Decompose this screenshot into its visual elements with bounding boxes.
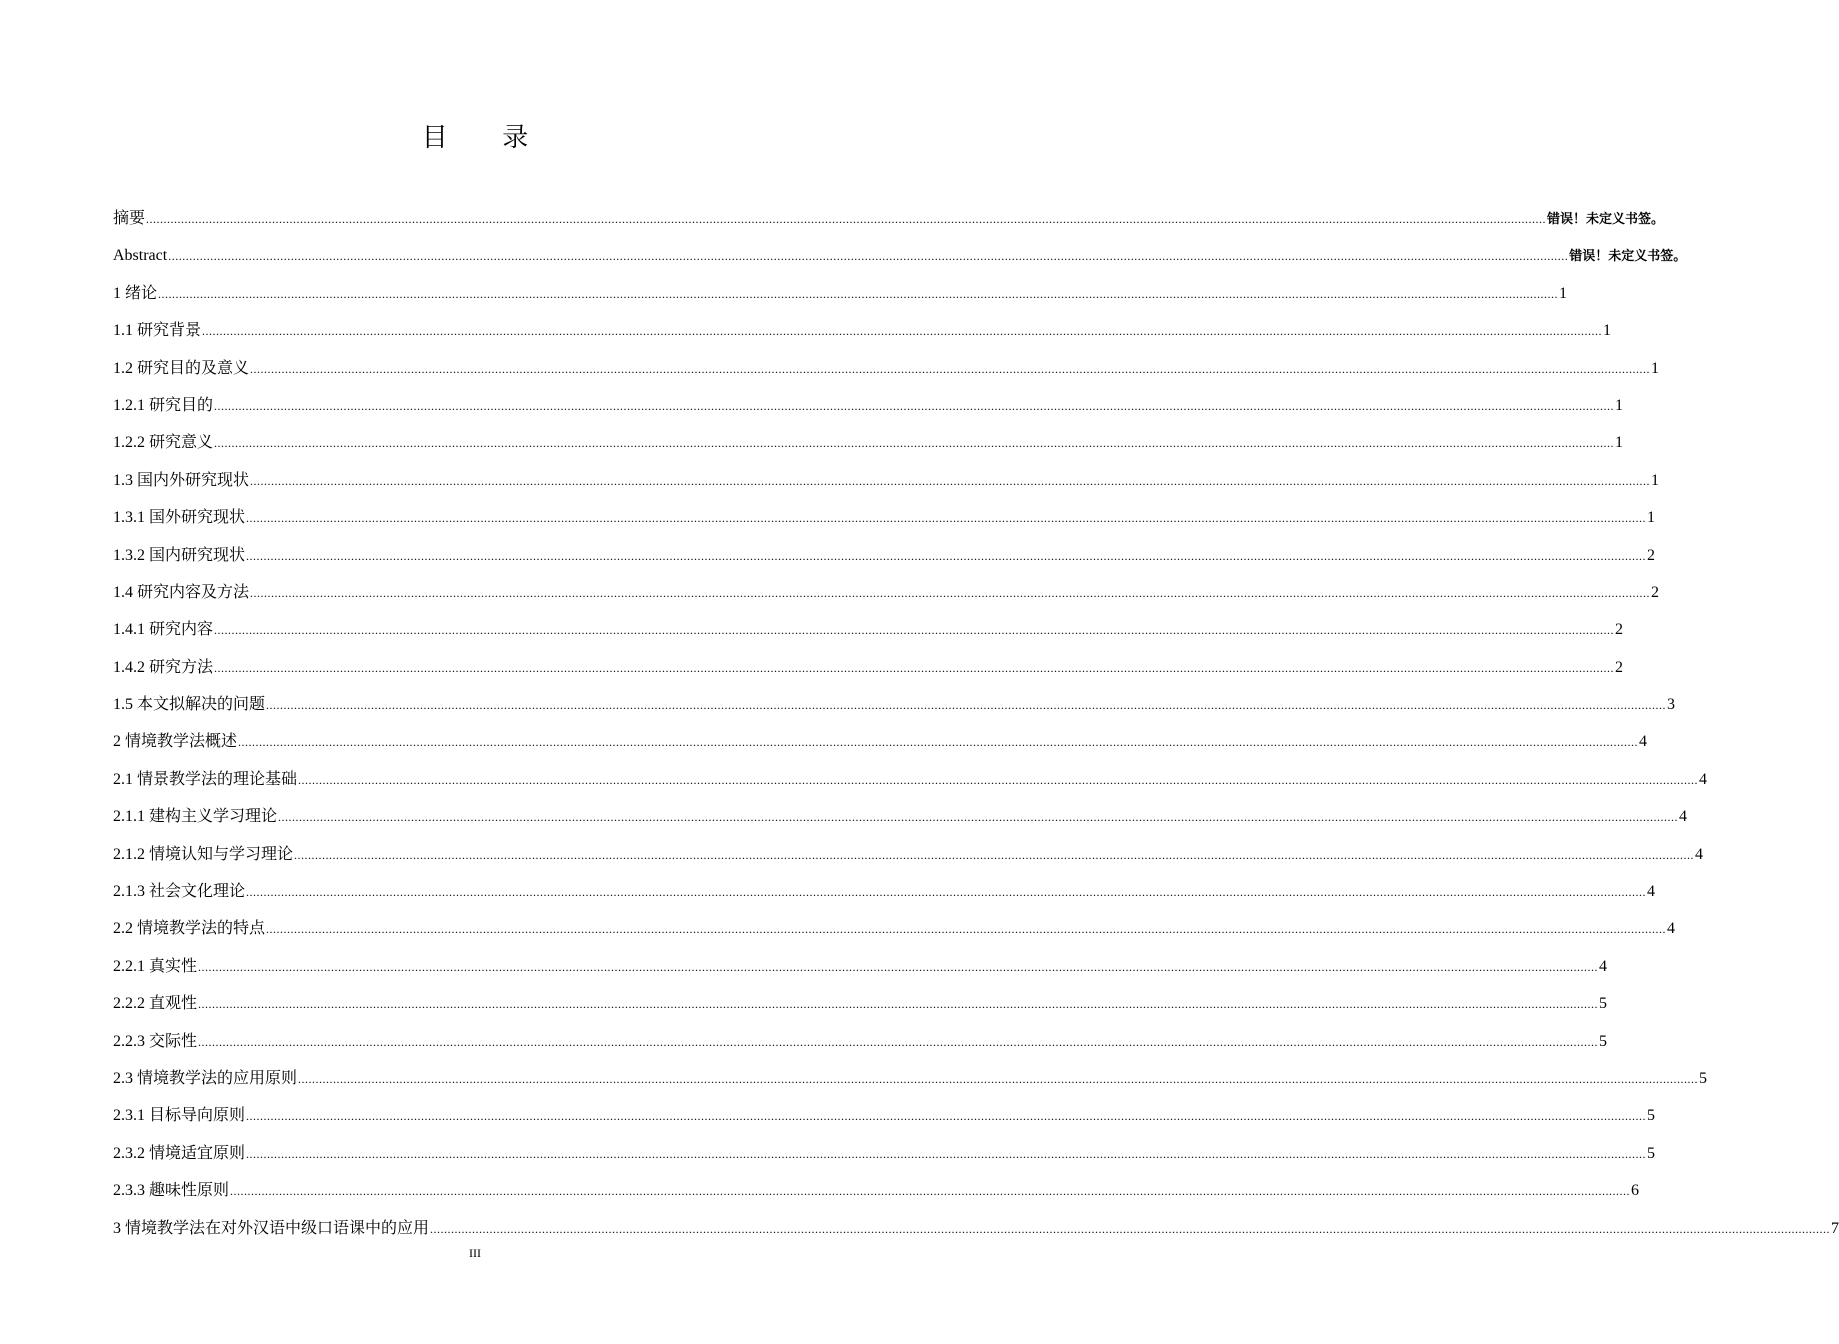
toc-entry-label: 2.2 情境教学法的特点 — [113, 920, 266, 938]
toc-entry[interactable] — [113, 574, 1660, 611]
toc-entry-label: 2.1.3 社会文化理论 — [113, 883, 246, 901]
toc-entry[interactable] — [113, 350, 1660, 387]
toc-entry[interactable] — [113, 387, 1624, 424]
toc-dot-leader: ................................................................................................................................................................................................................................................................................................................................................................................................................ — [430, 1221, 1831, 1236]
toc-entry[interactable] — [113, 1135, 1656, 1172]
toc-dot-leader: ................................................................................................................................................................................................................................................................................................................................................................................................................ — [246, 548, 1647, 563]
toc-entry[interactable] — [113, 1172, 1640, 1209]
toc-dot-leader: ................................................................................................................................................................................................................................................................................................................................................................................................................ — [214, 623, 1615, 638]
toc-entry-page-number: 5 — [1599, 995, 1608, 1013]
toc-entry-page-number: 7 — [1831, 1219, 1839, 1237]
toc-entry-label: 2.3.2 情境适宜原则 — [113, 1144, 246, 1162]
toc-entry[interactable] — [113, 798, 1688, 835]
toc-dot-leader: ................................................................................................................................................................................................................................................................................................................................................................................................................ — [214, 436, 1615, 451]
toc-entry-page-number: 4 — [1639, 733, 1648, 751]
toc-entry[interactable] — [113, 948, 1608, 985]
toc-entry-label: 2.1 情景教学法的理论基础 — [113, 770, 298, 788]
toc-entry-page-number: 5 — [1699, 1069, 1708, 1087]
toc-entry-label: 2.2.2 直观性 — [113, 995, 198, 1013]
toc-entry-page-number: 4 — [1695, 845, 1704, 863]
toc-dot-leader: ................................................................................................................................................................................................................................................................................................................................................................................................................ — [214, 398, 1615, 413]
toc-dot-leader: ................................................................................................................................................................................................................................................................................................................................................................................................................ — [246, 1146, 1647, 1161]
toc-dot-leader: ................................................................................................................................................................................................................................................................................................................................................................................................................ — [250, 361, 1651, 376]
toc-entry-page-number: 4 — [1647, 883, 1656, 901]
toc-dot-leader: ................................................................................................................................................................................................................................................................................................................................................................................................................ — [246, 1109, 1647, 1124]
toc-entry[interactable] — [113, 1097, 1656, 1134]
toc-entry-label: 1.4 研究内容及方法 — [113, 583, 250, 601]
toc-entry[interactable] — [113, 462, 1660, 499]
toc-entry-page-number: 2 — [1647, 546, 1656, 564]
toc-dot-leader: ................................................................................................................................................................................................................................................................................................................................................................................................................ — [250, 585, 1651, 600]
toc-entry-page-number: 4 — [1599, 957, 1608, 975]
toc-entry-label: 1.2 研究目的及意义 — [113, 359, 250, 377]
toc-dot-leader: ................................................................................................................................................................................................................................................................................................................................................................................................................ — [230, 1184, 1631, 1199]
toc-dot-leader: ................................................................................................................................................................................................................................................................................................................................................................................................................ — [278, 810, 1679, 825]
toc-entry[interactable] — [113, 910, 1676, 947]
table-of-contents — [113, 200, 1839, 1247]
toc-dot-leader: ................................................................................................................................................................................................................................................................................................................................................................................................................ — [266, 922, 1667, 937]
toc-entry-label: 1.4.2 研究方法 — [113, 658, 214, 676]
toc-entry-page-number: 错误！未定义书签。 — [1547, 212, 1665, 227]
toc-entry[interactable] — [113, 1210, 1839, 1247]
toc-entry-page-number: 4 — [1667, 920, 1676, 938]
toc-dot-leader: ................................................................................................................................................................................................................................................................................................................................................................................................................ — [298, 1071, 1699, 1086]
toc-dot-leader: ................................................................................................................................................................................................................................................................................................................................................................................................................ — [198, 959, 1599, 974]
toc-entry-page-number: 1 — [1603, 322, 1612, 340]
toc-dot-leader: ................................................................................................................................................................................................................................................................................................................................................................................................................ — [146, 212, 1547, 226]
toc-entry-page-number: 2 — [1615, 658, 1624, 676]
toc-entry-label: 2.2.1 真实性 — [113, 957, 198, 975]
toc-entry-page-number: 1 — [1651, 471, 1660, 489]
toc-dot-leader: ................................................................................................................................................................................................................................................................................................................................................................................................................ — [214, 660, 1615, 675]
toc-entry-label: 1.4.1 研究内容 — [113, 621, 214, 639]
toc-dot-leader: ................................................................................................................................................................................................................................................................................................................................................................................................................ — [246, 511, 1647, 526]
toc-dot-leader: ................................................................................................................................................................................................................................................................................................................................................................................................................ — [246, 885, 1647, 900]
toc-entry[interactable] — [113, 873, 1656, 910]
toc-entry-label: 摘要 — [113, 210, 146, 227]
toc-entry-label: 1.3.1 国外研究现状 — [113, 509, 246, 527]
toc-entry[interactable] — [113, 537, 1656, 574]
toc-entry-page-number: 5 — [1599, 1032, 1608, 1050]
toc-entry-page-number: 2 — [1615, 621, 1624, 639]
toc-entry[interactable] — [113, 312, 1612, 349]
toc-entry-label: 2.3.1 目标导向原则 — [113, 1107, 246, 1125]
toc-entry-label: 1.3 国内外研究现状 — [113, 471, 250, 489]
toc-entry[interactable] — [113, 611, 1624, 648]
toc-entry-label: 2.1.2 情境认知与学习理论 — [113, 845, 294, 863]
toc-entry-label: 2.1.1 建构主义学习理论 — [113, 808, 278, 826]
toc-entry-label: Abstract — [113, 247, 168, 265]
toc-entry[interactable] — [113, 1060, 1708, 1097]
toc-entry[interactable] — [113, 723, 1648, 760]
toc-entry-label: 1.1 研究背景 — [113, 322, 202, 340]
toc-entry-label: 2.3 情境教学法的应用原则 — [113, 1069, 298, 1087]
toc-entry-label: 2.3.3 趣味性原则 — [113, 1182, 230, 1200]
toc-entry-page-number: 错误！未定义书签。 — [1569, 249, 1687, 265]
toc-entry[interactable] — [113, 985, 1608, 1022]
toc-entry-page-number: 1 — [1615, 434, 1624, 452]
toc-entry[interactable] — [113, 761, 1708, 798]
toc-dot-leader: ................................................................................................................................................................................................................................................................................................................................................................................................................ — [238, 735, 1639, 750]
toc-dot-leader: ................................................................................................................................................................................................................................................................................................................................................................................................................ — [266, 698, 1667, 713]
toc-entry-label: 2.2.3 交际性 — [113, 1032, 198, 1050]
toc-entry-label: 3 情境教学法在对外汉语中级口语课中的应用 — [113, 1219, 430, 1237]
toc-entry-page-number: 1 — [1651, 359, 1660, 377]
toc-entry-label: 1.2.2 研究意义 — [113, 434, 214, 452]
toc-entry-page-number: 5 — [1647, 1144, 1656, 1162]
toc-entry-page-number: 5 — [1647, 1107, 1656, 1125]
toc-dot-leader: ................................................................................................................................................................................................................................................................................................................................................................................................................ — [250, 473, 1651, 488]
toc-dot-leader: ................................................................................................................................................................................................................................................................................................................................................................................................................ — [202, 324, 1603, 339]
toc-entry-page-number: 4 — [1679, 808, 1688, 826]
toc-dot-leader: ................................................................................................................................................................................................................................................................................................................................................................................................................ — [168, 249, 1569, 264]
toc-entry[interactable] — [113, 1023, 1608, 1060]
toc-entry[interactable] — [113, 836, 1704, 873]
toc-entry-page-number: 1 — [1647, 509, 1656, 527]
toc-dot-leader: ................................................................................................................................................................................................................................................................................................................................................................................................................ — [298, 772, 1699, 787]
toc-entry-label: 1 绪论 — [113, 284, 158, 302]
toc-dot-leader: ................................................................................................................................................................................................................................................................................................................................................................................................................ — [294, 847, 1695, 862]
toc-entry[interactable] — [113, 499, 1656, 536]
toc-entry-label: 1.5 本文拟解决的问题 — [113, 696, 266, 714]
toc-entry-page-number: 6 — [1631, 1182, 1640, 1200]
toc-entry-label: 1.2.1 研究目的 — [113, 396, 214, 414]
toc-entry-page-number: 2 — [1651, 583, 1660, 601]
toc-entry-page-number: 1 — [1559, 284, 1568, 302]
toc-entry-page-number: 4 — [1699, 770, 1708, 788]
toc-entry-page-number: 1 — [1615, 396, 1624, 414]
page-title: 目 录 — [421, 123, 553, 152]
toc-dot-leader: ................................................................................................................................................................................................................................................................................................................................................................................................................ — [198, 1034, 1599, 1049]
toc-dot-leader: ................................................................................................................................................................................................................................................................................................................................................................................................................ — [198, 997, 1599, 1012]
toc-entry[interactable] — [113, 275, 1568, 312]
toc-entry[interactable] — [113, 237, 1687, 274]
toc-entry[interactable] — [113, 686, 1676, 723]
toc-entry[interactable] — [113, 200, 1665, 237]
toc-entry-label: 2 情境教学法概述 — [113, 733, 238, 751]
toc-entry-label: 1.3.2 国内研究现状 — [113, 546, 246, 564]
page-footer-number: III — [469, 1246, 481, 1260]
toc-entry-page-number: 3 — [1667, 696, 1676, 714]
toc-entry[interactable] — [113, 424, 1624, 461]
toc-entry[interactable] — [113, 649, 1624, 686]
toc-dot-leader: ................................................................................................................................................................................................................................................................................................................................................................................................................ — [158, 286, 1559, 301]
